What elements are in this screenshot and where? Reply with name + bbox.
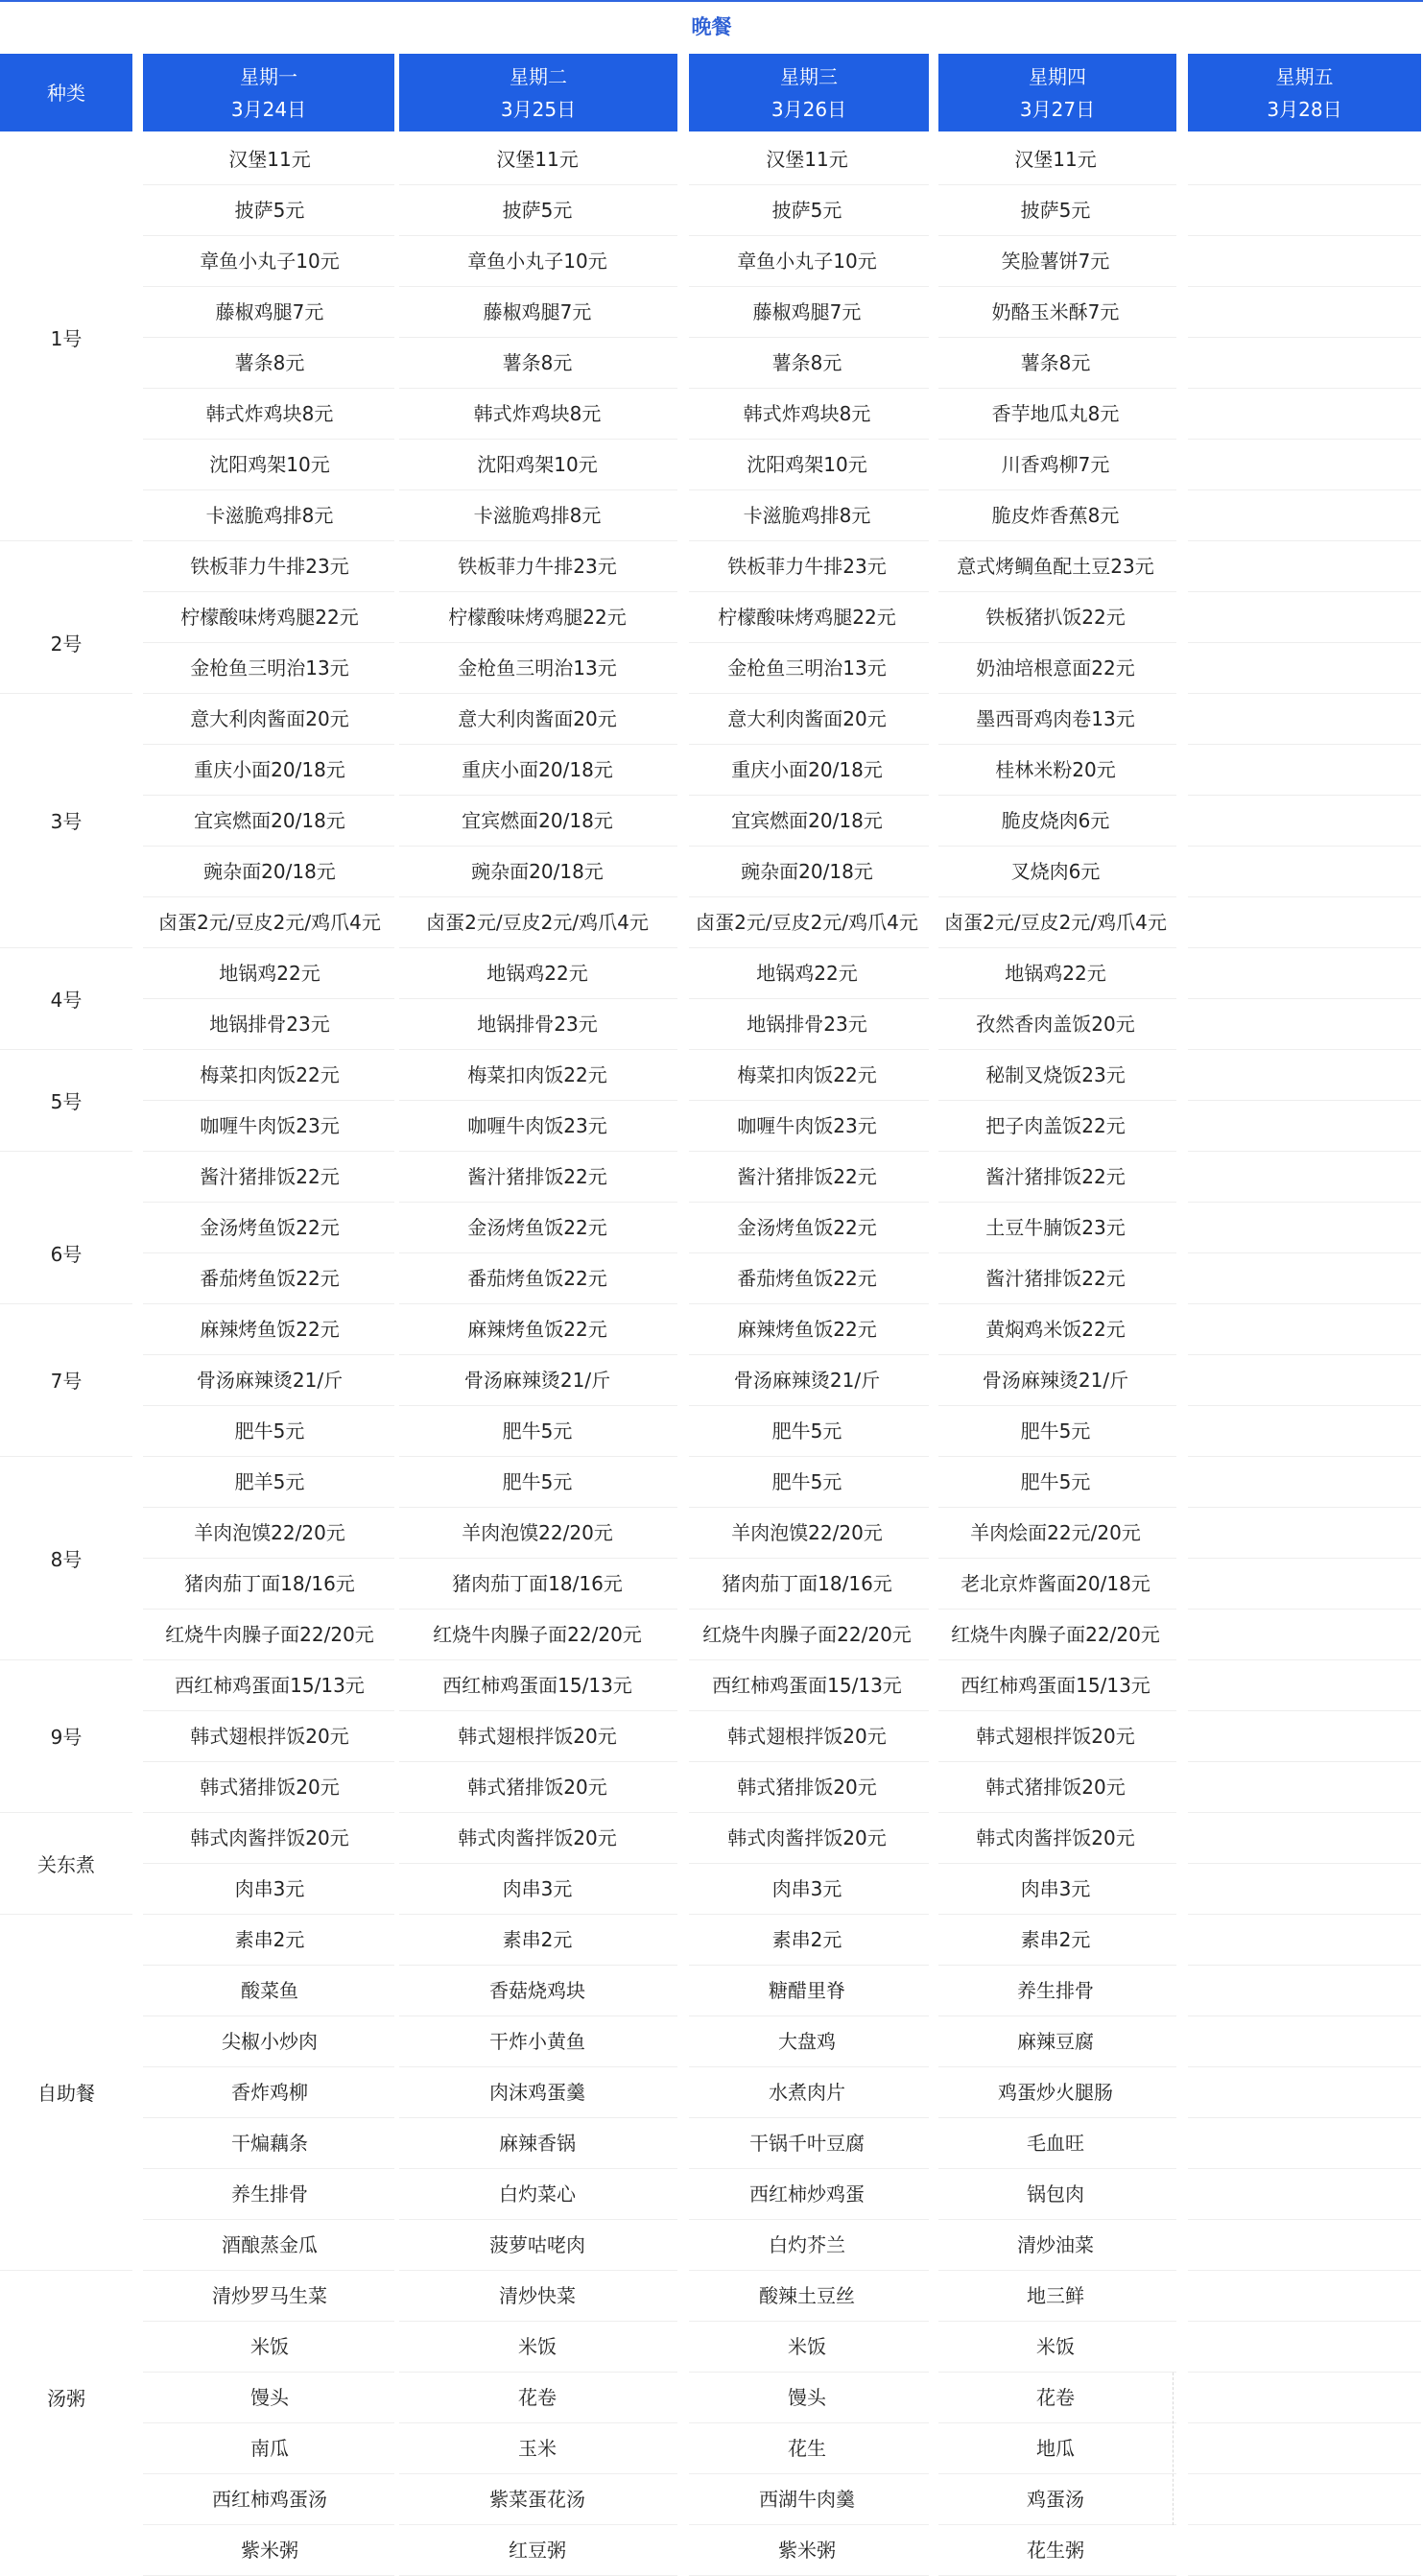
menu-item: 番茄烤鱼饭22元 (737, 1267, 877, 1290)
menu-item: 章鱼小丸子10元 (737, 250, 877, 273)
menu-item: 红豆粥 (509, 2539, 566, 2562)
menu-item: 藤椒鸡腿7元 (483, 300, 592, 323)
day-weekday: 星期五 (1275, 64, 1334, 88)
menu-item: 意大利肉酱面20元 (190, 707, 349, 730)
menu-item: 黄焖鸡米饭22元 (985, 1318, 1126, 1341)
menu-item: 素串2元 (502, 1928, 573, 1951)
menu-item: 骨汤麻辣烫21/斤 (463, 1369, 611, 1392)
menu-item: 尖椒小炒肉 (222, 2030, 318, 2053)
menu-item: 韩式炸鸡块8元 (743, 402, 871, 425)
menu-item: 糖醋里脊 (769, 1979, 845, 2002)
menu-item: 铁板菲力牛排23元 (458, 555, 617, 578)
category-label: 4号 (0, 948, 132, 1048)
menu-item: 柠檬酸味烤鸡腿22元 (448, 606, 627, 629)
menu-item: 老北京炸酱面20/18元 (961, 1572, 1150, 1595)
menu-item: 花生 (788, 2437, 826, 2460)
row-divider (1188, 2473, 1421, 2474)
menu-item: 咖喱牛肉饭23元 (467, 1114, 607, 1137)
category-divider (0, 1456, 132, 1457)
menu-item: 干煸藕条 (231, 2132, 308, 2155)
row-divider (1188, 1863, 1421, 1864)
menu-item: 紫米粥 (241, 2539, 298, 2562)
menu-item: 麻辣烤鱼饭22元 (467, 1318, 607, 1341)
menu-item: 西红柿鸡蛋面15/13元 (175, 1674, 365, 1697)
menu-item: 馒头 (788, 2386, 826, 2409)
menu-item: 地锅鸡22元 (486, 962, 588, 985)
menu-item: 奶酪玉米酥7元 (991, 300, 1120, 323)
row-divider (1188, 337, 1421, 338)
menu-item: 墨西哥鸡肉卷13元 (976, 707, 1135, 730)
row-divider (1188, 1354, 1421, 1355)
row-divider (1188, 388, 1421, 389)
row-divider (1188, 1303, 1421, 1304)
menu-item: 薯条8元 (1020, 351, 1091, 374)
menu-item: 米饭 (788, 2335, 826, 2358)
menu-item: 韩式炸鸡块8元 (473, 402, 602, 425)
day-weekday: 星期四 (1029, 64, 1086, 88)
menu-item: 柠檬酸味烤鸡腿22元 (718, 606, 896, 629)
row-divider (1188, 1710, 1421, 1711)
menu-item: 意大利肉酱面20元 (727, 707, 887, 730)
category-label: 7号 (0, 1304, 132, 1455)
row-divider (1188, 2372, 1421, 2373)
menu-item: 汉堡11元 (496, 148, 579, 171)
menu-item: 花卷 (1036, 2386, 1075, 2409)
menu-item: 米饭 (1036, 2335, 1075, 2358)
category-divider (0, 1812, 132, 1813)
menu-item: 干锅千叶豆腐 (749, 2132, 865, 2155)
menu-item: 铁板菲力牛排23元 (727, 555, 887, 578)
row-divider (1188, 2168, 1421, 2169)
menu-item: 香芋地瓜丸8元 (991, 402, 1120, 425)
menu-item: 地锅鸡22元 (1005, 962, 1106, 985)
row-divider (1188, 184, 1421, 185)
menu-item: 清炒罗马生菜 (212, 2284, 327, 2307)
day-header-fri (1188, 54, 1421, 131)
category-label: 自助餐 (0, 1915, 132, 2269)
category-divider (0, 1049, 132, 1050)
row-divider (1188, 1049, 1421, 1050)
menu-item: 锅包肉 (1027, 2182, 1084, 2206)
menu-item: 肥牛5元 (1020, 1470, 1091, 1493)
menu-item: 香菇烧鸡块 (489, 1979, 585, 2002)
menu-item: 卤蛋2元/豆皮2元/鸡爪4元 (158, 911, 381, 934)
menu-item: 米饭 (250, 2335, 289, 2358)
menu-item: 酸菜鱼 (241, 1979, 298, 2002)
menu-item: 地三鲜 (1027, 2284, 1084, 2307)
menu-item: 素串2元 (234, 1928, 305, 1951)
category-label: 2号 (0, 541, 132, 743)
menu-item: 孜然香肉盖饭20元 (976, 1013, 1135, 1036)
menu-item: 酒酿蒸金瓜 (222, 2233, 318, 2256)
menu-item: 鸡蛋汤 (1027, 2488, 1084, 2511)
menu-item: 紫米粥 (778, 2539, 836, 2562)
day-header-mon (143, 54, 394, 131)
menu-item: 韩式翅根拌饭20元 (976, 1725, 1135, 1748)
menu-item: 韩式肉酱拌饭20元 (976, 1826, 1135, 1849)
row-divider (1188, 2422, 1421, 2423)
day-header-tue (399, 54, 677, 131)
row-divider (1188, 2524, 1421, 2525)
category-divider (0, 693, 132, 694)
menu-item: 养生排骨 (231, 2182, 308, 2206)
day-weekday: 星期三 (780, 64, 838, 88)
menu-item: 番茄烤鱼饭22元 (467, 1267, 607, 1290)
menu-item: 韩式翅根拌饭20元 (190, 1725, 349, 1748)
row-divider (1188, 540, 1421, 541)
menu-item: 酱汁猪排饭22元 (985, 1267, 1126, 1290)
menu-item: 汉堡11元 (1014, 148, 1097, 171)
row-divider (1188, 1100, 1421, 1101)
row-divider (1188, 998, 1421, 999)
menu-item: 卤蛋2元/豆皮2元/鸡爪4元 (944, 911, 1167, 934)
row-divider (1188, 795, 1421, 796)
menu-item: 肉串3元 (234, 1877, 305, 1900)
row-divider (1188, 1659, 1421, 1660)
menu-item: 红烧牛肉臊子面22/20元 (702, 1623, 912, 1646)
menu-item: 重庆小面20/18元 (194, 758, 345, 781)
menu-item: 花生粥 (1027, 2539, 1084, 2562)
menu-item: 地锅排骨23元 (747, 1013, 867, 1036)
menu-item: 羊肉泡馍22/20元 (462, 1521, 613, 1544)
menu-item: 藤椒鸡腿7元 (215, 300, 324, 323)
menu-item: 西湖牛肉羹 (759, 2488, 855, 2511)
category-label: 关东煮 (0, 1813, 132, 1913)
menu-item: 章鱼小丸子10元 (467, 250, 607, 273)
menu-item: 藤椒鸡腿7元 (752, 300, 862, 323)
menu-item: 卤蛋2元/豆皮2元/鸡爪4元 (426, 911, 649, 934)
menu-item: 金汤烤鱼饭22元 (200, 1216, 340, 1239)
row-divider (1188, 2270, 1421, 2271)
menu-item: 清炒油菜 (1017, 2233, 1094, 2256)
menu-item: 沈阳鸡架10元 (209, 453, 330, 476)
menu-item: 川香鸡柳7元 (1001, 453, 1110, 476)
menu-item: 红烧牛肉臊子面22/20元 (951, 1623, 1160, 1646)
menu-item: 卡滋脆鸡排8元 (473, 504, 602, 527)
row-divider (1188, 286, 1421, 287)
row-divider (1188, 1151, 1421, 1152)
menu-item: 香炸鸡柳 (231, 2081, 308, 2104)
menu-item: 米饭 (518, 2335, 557, 2358)
menu-item: 南瓜 (250, 2437, 289, 2460)
menu-item: 薯条8元 (771, 351, 842, 374)
menu-item: 咖喱牛肉饭23元 (200, 1114, 340, 1137)
menu-item: 卡滋脆鸡排8元 (205, 504, 334, 527)
menu-item: 豌杂面20/18元 (741, 860, 873, 883)
menu-item: 肥牛5元 (502, 1419, 573, 1443)
menu-item: 酱汁猪排饭22元 (737, 1165, 877, 1188)
menu-item: 肉串3元 (502, 1877, 573, 1900)
menu-item: 地锅排骨23元 (209, 1013, 330, 1036)
menu-item: 肥牛5元 (502, 1470, 573, 1493)
row-divider (1188, 1812, 1421, 1813)
menu-item: 韩式翅根拌饭20元 (458, 1725, 617, 1748)
menu-item: 西红柿鸡蛋汤 (212, 2488, 327, 2511)
row-divider (1188, 2015, 1421, 2016)
row-divider (1188, 2219, 1421, 2220)
menu-item: 骨汤麻辣烫21/斤 (982, 1369, 1129, 1392)
menu-item: 韩式肉酱拌饭20元 (727, 1826, 887, 1849)
category-label: 汤粥 (0, 2271, 132, 2523)
menu-item: 脆皮烧肉6元 (1001, 809, 1110, 832)
row-divider (1188, 947, 1421, 948)
row-divider (1188, 2117, 1421, 2118)
menu-item: 薯条8元 (234, 351, 305, 374)
row-divider (1188, 2066, 1421, 2067)
menu-item: 沈阳鸡架10元 (747, 453, 867, 476)
category-label: 6号 (0, 1152, 132, 1353)
menu-item: 猪肉茄丁面18/16元 (184, 1572, 355, 1595)
row-divider (1188, 642, 1421, 643)
menu-item: 西红柿炒鸡蛋 (749, 2182, 865, 2206)
menu-item: 笑脸薯饼7元 (1001, 250, 1110, 273)
menu-item: 韩式猪排饭20元 (985, 1776, 1126, 1799)
row-divider (1188, 1507, 1421, 1508)
category-label: 3号 (0, 694, 132, 946)
category-divider (0, 1151, 132, 1152)
menu-item: 酱汁猪排饭22元 (467, 1165, 607, 1188)
row-divider (1188, 1558, 1421, 1559)
menu-item: 土豆牛腩饭23元 (985, 1216, 1126, 1239)
menu-item: 肉串3元 (771, 1877, 842, 1900)
category-divider (0, 1659, 132, 1660)
menu-item: 紫菜蛋花汤 (489, 2488, 585, 2511)
menu-item: 清炒快菜 (499, 2284, 576, 2307)
menu-item: 韩式翅根拌饭20元 (727, 1725, 887, 1748)
menu-item: 馒头 (250, 2386, 289, 2409)
category-divider (0, 1303, 132, 1304)
menu-item: 肥牛5元 (1020, 1419, 1091, 1443)
menu-item: 秘制叉烧饭23元 (985, 1063, 1126, 1086)
row-divider (1188, 896, 1421, 897)
menu-item: 披萨5元 (1020, 199, 1091, 222)
menu-item: 金枪鱼三明治13元 (727, 656, 887, 680)
category-header-label: 种类 (47, 81, 85, 105)
row-divider (1188, 1914, 1421, 1915)
day-date: 3月27日 (1019, 97, 1096, 121)
menu-item: 酸辣土豆丝 (759, 2284, 855, 2307)
menu-item: 沈阳鸡架10元 (477, 453, 598, 476)
menu-item: 柠檬酸味烤鸡腿22元 (180, 606, 359, 629)
menu-item: 意式烤鲷鱼配土豆23元 (957, 555, 1154, 578)
menu-item: 羊肉泡馍22/20元 (731, 1521, 883, 1544)
menu-item: 水煮肉片 (769, 2081, 845, 2104)
day-date: 3月25日 (500, 97, 577, 121)
menu-item: 肥牛5元 (234, 1419, 305, 1443)
menu-item: 养生排骨 (1017, 1979, 1094, 2002)
menu-item: 素串2元 (1020, 1928, 1091, 1951)
menu-item: 铁板猪扒饭22元 (985, 606, 1126, 629)
menu-item: 羊肉烩面22元/20元 (970, 1521, 1141, 1544)
row-divider (1188, 1761, 1421, 1762)
menu-item: 大盘鸡 (778, 2030, 836, 2053)
menu-item: 干炸小黄鱼 (489, 2030, 585, 2053)
menu-item: 酱汁猪排饭22元 (200, 1165, 340, 1188)
menu-item: 麻辣烤鱼饭22元 (200, 1318, 340, 1341)
menu-item: 汉堡11元 (766, 148, 848, 171)
menu-item: 麻辣烤鱼饭22元 (737, 1318, 877, 1341)
menu-item: 铁板菲力牛排23元 (190, 555, 349, 578)
menu-item: 章鱼小丸子10元 (200, 250, 340, 273)
menu-item: 披萨5元 (234, 199, 305, 222)
menu-item: 鸡蛋炒火腿肠 (998, 2081, 1113, 2104)
menu-item: 花卷 (518, 2386, 557, 2409)
menu-item: 西红柿鸡蛋面15/13元 (712, 1674, 902, 1697)
row-divider (1188, 1405, 1421, 1406)
menu-item: 宜宾燃面20/18元 (731, 809, 883, 832)
menu-item: 梅菜扣肉饭22元 (467, 1063, 607, 1086)
menu-item: 金枪鱼三明治13元 (190, 656, 349, 680)
menu-item: 骨汤麻辣烫21/斤 (733, 1369, 881, 1392)
menu-item: 玉米 (518, 2437, 557, 2460)
menu-item: 红烧牛肉臊子面22/20元 (433, 1623, 642, 1646)
category-label: 9号 (0, 1660, 132, 1811)
row-divider (1188, 591, 1421, 592)
menu-item: 地锅鸡22元 (219, 962, 320, 985)
menu-item: 金汤烤鱼饭22元 (737, 1216, 877, 1239)
category-divider (0, 2270, 132, 2271)
menu-item: 汉堡11元 (228, 148, 311, 171)
day-header-wed (689, 54, 929, 131)
row-divider (1188, 693, 1421, 694)
menu-item: 意大利肉酱面20元 (458, 707, 617, 730)
menu-item: 韩式肉酱拌饭20元 (458, 1826, 617, 1849)
menu-item: 把子肉盖饭22元 (985, 1114, 1126, 1137)
menu-item: 韩式炸鸡块8元 (205, 402, 334, 425)
row-divider (1188, 235, 1421, 236)
menu-item: 红烧牛肉臊子面22/20元 (165, 1623, 374, 1646)
menu-item: 梅菜扣肉饭22元 (200, 1063, 340, 1086)
category-label: 5号 (0, 1050, 132, 1150)
menu-item: 金枪鱼三明治13元 (458, 656, 617, 680)
row-divider (1188, 1456, 1421, 1457)
day-date: 3月28日 (1267, 97, 1342, 121)
row-divider (1188, 846, 1421, 847)
menu-item: 猪肉茄丁面18/16元 (722, 1572, 892, 1595)
menu-item: 桂林米粉20元 (995, 758, 1116, 781)
menu-item: 韩式肉酱拌饭20元 (190, 1826, 349, 1849)
day-weekday: 星期一 (240, 64, 297, 88)
menu-item: 叉烧肉6元 (1010, 860, 1101, 883)
row-divider (1188, 1252, 1421, 1253)
menu-item: 宜宾燃面20/18元 (462, 809, 613, 832)
menu-item: 肉沫鸡蛋羹 (489, 2081, 585, 2104)
menu-item: 麻辣香锅 (499, 2132, 576, 2155)
category-divider (0, 1914, 132, 1915)
category-header (0, 54, 132, 131)
menu-item: 咖喱牛肉饭23元 (737, 1114, 877, 1137)
category-divider (0, 540, 132, 541)
menu-item: 韩式猪排饭20元 (467, 1776, 607, 1799)
menu-item: 白灼菜心 (499, 2182, 576, 2206)
menu-item: 宜宾燃面20/18元 (194, 809, 345, 832)
menu-item: 肥牛5元 (771, 1419, 842, 1443)
menu-item: 白灼芥兰 (769, 2233, 845, 2256)
menu-item: 猪肉茄丁面18/16元 (452, 1572, 623, 1595)
menu-item: 酱汁猪排饭22元 (985, 1165, 1126, 1188)
menu-item: 梅菜扣肉饭22元 (737, 1063, 877, 1086)
menu-item: 地锅鸡22元 (756, 962, 858, 985)
menu-item: 地锅排骨23元 (477, 1013, 598, 1036)
row-divider (1188, 2321, 1421, 2322)
menu-item: 脆皮炸香蕉8元 (991, 504, 1120, 527)
menu-item: 麻辣豆腐 (1017, 2030, 1094, 2053)
row-divider (1188, 744, 1421, 745)
menu-item: 地瓜 (1036, 2437, 1075, 2460)
row-divider (1188, 439, 1421, 440)
row-divider (1188, 1609, 1421, 1610)
menu-item: 肥羊5元 (234, 1470, 305, 1493)
menu-item: 羊肉泡馍22/20元 (194, 1521, 345, 1544)
menu-item: 卡滋脆鸡排8元 (743, 504, 871, 527)
meal-title: 晚餐 (691, 15, 732, 38)
menu-item: 肥牛5元 (771, 1470, 842, 1493)
menu-item: 金汤烤鱼饭22元 (467, 1216, 607, 1239)
menu-item: 毛血旺 (1027, 2132, 1084, 2155)
menu-item: 披萨5元 (502, 199, 573, 222)
menu-item: 西红柿鸡蛋面15/13元 (442, 1674, 632, 1697)
menu-item: 薯条8元 (502, 351, 573, 374)
menu-item: 奶油培根意面22元 (976, 656, 1135, 680)
menu-item: 菠萝咕咾肉 (489, 2233, 585, 2256)
menu-item: 韩式猪排饭20元 (737, 1776, 877, 1799)
day-date: 3月26日 (771, 97, 847, 121)
row-divider (1188, 489, 1421, 490)
row-divider (1188, 1965, 1421, 1966)
category-label: 1号 (0, 134, 132, 539)
menu-item: 重庆小面20/18元 (462, 758, 613, 781)
menu-item: 素串2元 (771, 1928, 842, 1951)
menu-item: 豌杂面20/18元 (203, 860, 336, 883)
day-date: 3月24日 (230, 97, 307, 121)
menu-item: 豌杂面20/18元 (471, 860, 604, 883)
menu-item: 披萨5元 (771, 199, 842, 222)
menu-item: 骨汤麻辣烫21/斤 (196, 1369, 344, 1392)
day-weekday: 星期二 (510, 64, 567, 88)
menu-item: 西红柿鸡蛋面15/13元 (961, 1674, 1150, 1697)
category-divider (0, 947, 132, 948)
row-divider (1188, 1202, 1421, 1203)
category-label: 8号 (0, 1457, 132, 1658)
menu-item: 番茄烤鱼饭22元 (200, 1267, 340, 1290)
menu-item: 韩式猪排饭20元 (200, 1776, 340, 1799)
menu-item: 肉串3元 (1020, 1877, 1091, 1900)
menu-item: 卤蛋2元/豆皮2元/鸡爪4元 (696, 911, 918, 934)
menu-item: 重庆小面20/18元 (731, 758, 883, 781)
day-header-thu (938, 54, 1176, 131)
